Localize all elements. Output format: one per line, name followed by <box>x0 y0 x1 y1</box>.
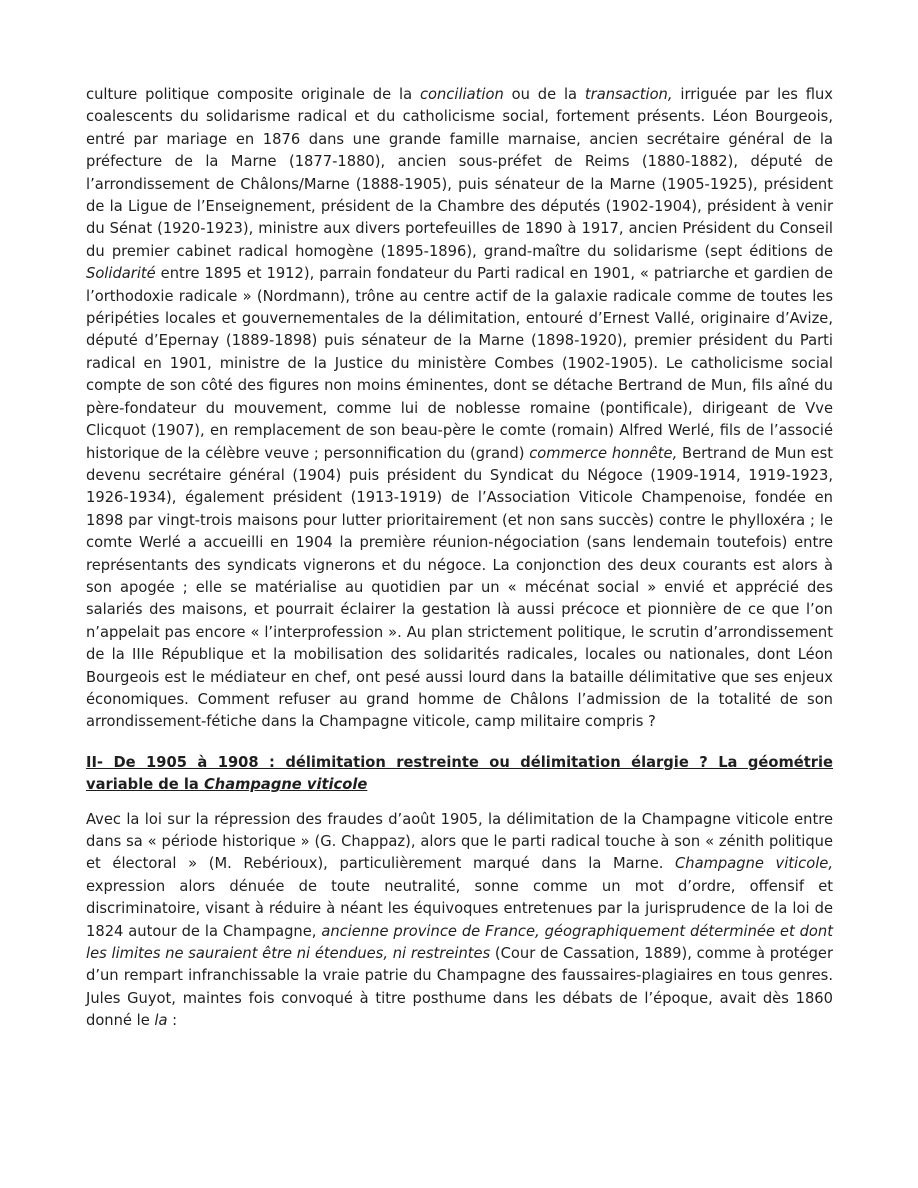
text-run: expression alors dénuée de toute neutralité, sonne comme un mot d’ordre, offensif et discriminatoire, visant à réduire à néant les équivoques entretenues par la jurisprudence de la loi de 1824 autour de la Champagne, <box>86 877 833 940</box>
italic-run: transaction, <box>584 86 673 103</box>
italic-run: la <box>154 1012 168 1030</box>
text-run: : <box>167 1012 178 1030</box>
text-run: irriguée par les flux coalescents du solidarisme radical et du catholicisme social, fortement présents. Léon Bourgeois, entré par mariage en 1876 dans une grande famille marnaise, ancien secrétaire général de la préfecture de la Marne (1877-1880), ancien sous-préfet de Reims (1880-1882), député de l’arrondissement de Châlons/Marne (1888-1905), puis sénateur de la Marne (1905-1925), président de la Ligue de l’Enseignement, président de la Chambre des députés (1902-1904), président à venir du Sénat (1920-1923), ministre aux divers portefeuilles de 1890 à 1917, ancien Président du Conseil du premier cabinet radical homogène (1895-1896), grand-maître du solidarisme (sept éditions de <box>86 86 833 260</box>
text-run: Avec la loi sur la répression des fraudes d’août 1905, la délimitation de la Champagne viticole entre dans sa « période historique » (G. Chappaz), alors que le parti radical touche à son « zénith politique et électoral » (M. Rebérioux), particulièrement marqué dans la Marne. <box>86 810 833 873</box>
text-run: entre 1895 et 1912), parrain fondateur du Parti radical en 1901, « patriarche et gardien de l’orthodoxie radicale » (Nordmann), trône au centre actif de la galaxie radicale comme de toutes les péripéties locales et gouvernementales de la délimitation, entouré d’Ernest Vallé, originaire d’Avize, député d’Epernay (1889-1898) puis sénateur de la Marne (1898-1920), premier président du Parti radical en 1901, ministre de la Justice du ministère Combes (1902-1905). Le catholicisme social compte de son côté des figures non moins éminentes, dont se détache Bertrand de Mun, fils aîné du père-fondateur du mouvement, comme lui de noblesse romaine (pontificale), dirigeant de Vve Clicquot (1907), en remplacement de son beau-père le comte (romain) Alfred Werlé, fils de l’associé historique de la célèbre veuve ; personnification du (grand) <box>86 265 833 462</box>
text-run: ou de la <box>503 86 585 103</box>
italic-run: ancienne province de France, géographiquement déterminée et dont les limites ne sauraient être ni étendues, ni restreintes <box>86 922 833 963</box>
italic-run: Solidarité <box>86 265 156 283</box>
text-run: (Cour de Cassation, 1889), comme à protéger d’un rempart infranchissable la vraie patrie du Champagne des faussaires-plagiaires en tous genres. Jules Guyot, maintes fois convoqué à titre posthume dans les débats de l’époque, avait dès 1860 donné le <box>86 945 833 1030</box>
italic-run: conciliation <box>419 86 504 103</box>
text-run: culture politique composite originale de la <box>86 86 420 103</box>
section-heading <box>86 752 833 797</box>
document-page <box>86 84 833 1033</box>
italic-run: commerce honnête, <box>529 444 678 462</box>
italic-run: Champagne viticole, <box>675 855 833 873</box>
body-paragraph-1 <box>86 84 833 734</box>
heading-italic: Champagne viticole <box>203 776 368 794</box>
body-paragraph-2 <box>86 809 833 1033</box>
text-run: Bertrand de Mun est devenu secrétaire général (1904) puis président du Syndicat du Négoce (1909-1914, 1919-1923, 1926-1934), également président (1913-1919) de l’Association Viticole Champenoise, fondée en 1898 par vingt-trois maisons pour lutter prioritairement (et non sans succès) contre le phylloxéra ; le comte Werlé a accueilli en 1904 la première réunion-négociation (sans lendemain toutefois) entre représentants des syndicats vignerons et du négoce. La conjonction des deux courants est alors à son apogée ; elle se matérialise au quotidien par un « mécénat social » envié et apprécié des salariés des maisons, et pourrait éclairer la gestation là aussi précoce et pionnière de ce que l’on n’appelait pas encore « l’interprofession ». Au plan strictement politique, le scrutin d’arrondissement de la IIIe République et la mobilisation des solidarités radicales, locales ou nationales, dont Léon Bourgeois est le médiateur en chef, ont pesé aussi lourd dans la bataille délimitative que ses enjeux économiques. Comment refuser au grand homme de Châlons l’admission de la totalité de son arrondissement-fétiche dans la Champagne viticole, camp militaire compris ? <box>86 444 833 731</box>
heading-text: II- De 1905 à 1908 : délimitation restreinte ou délimitation élargie ? La géométrie variable de la <box>86 753 833 794</box>
